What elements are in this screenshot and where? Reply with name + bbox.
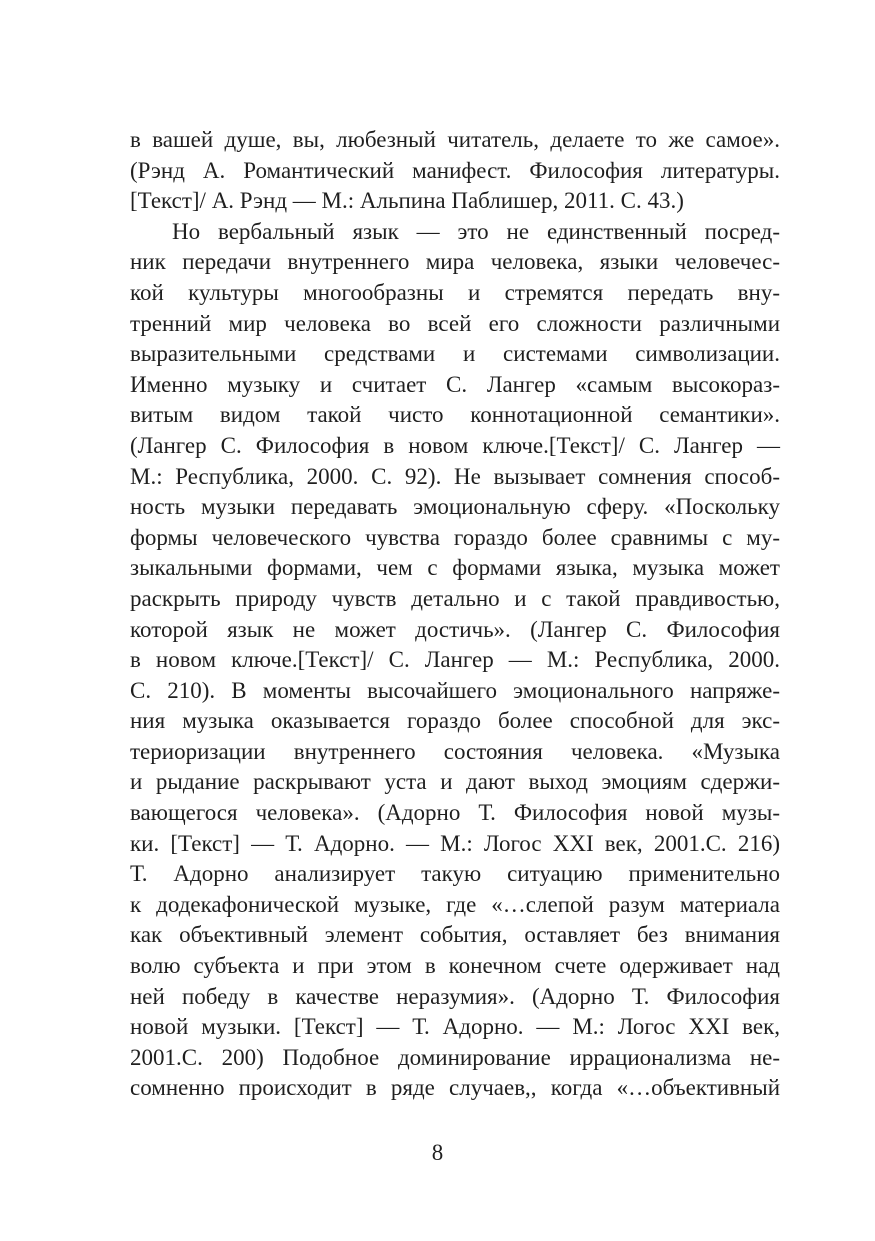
text-line: которой язык не может достичь». (Лангер С. Философия xyxy=(130,616,780,642)
body-text xyxy=(130,125,780,1104)
text-line: Именно музыку и считает С. Лангер «самым высокораз- xyxy=(130,371,780,397)
text-line: [Текст]/ А. Рэнд — М.: Альпина Паблишер, 2011. С. 43.) xyxy=(130,188,684,214)
text-line: 2001.С. 200) Подобное доминирование иррационализма не- xyxy=(130,1044,780,1070)
text-line: кой культуры многообразны и стремятся передать вну- xyxy=(130,279,780,305)
text-line: к додекафонической музыке, где «…слепой разум материала xyxy=(130,891,780,917)
text-line: новой музыки. [Текст] — Т. Адорно. — М.: Логос XXI век, xyxy=(130,1014,780,1040)
text-line: (Лангер С. Философия в новом ключе.[Текст]/ С. Лангер — xyxy=(130,432,780,458)
text-line: (Рэнд А. Романтический манифест. Философия литературы. xyxy=(130,157,780,183)
text-line: раскрыть природу чувств детально и с такой правдивостью, xyxy=(130,585,780,611)
text-line: ность музыки передавать эмоциональную сферу. «Поскольку xyxy=(130,494,780,520)
text-line: тренний мир человека во всей его сложности различными xyxy=(130,310,780,336)
text-line: волю субъекта и при этом в конечном счете одерживает над xyxy=(130,953,780,979)
text-line: витым видом такой чисто коннотационной семантики». xyxy=(130,402,780,428)
page-number: 8 xyxy=(431,1140,444,1165)
text-line: в новом ключе.[Текст]/ С. Лангер — М.: Республика, 2000. xyxy=(130,647,780,673)
text-line: зыкальными формами, чем с формами языка, музыка может xyxy=(130,555,780,581)
text-line: Т. Адорно анализирует такую ситуацию применительно xyxy=(130,861,780,887)
text-line: ней победу в качестве неразумия». (Адорно Т. Философия xyxy=(130,983,780,1009)
text-line: С. 210). В моменты высочайшего эмоционального напряже- xyxy=(130,677,780,703)
text-line: вающегося человека». (Адорно Т. Философия новой музы- xyxy=(130,800,780,826)
text-line: в вашей душе, вы, любезный читатель, делаете то же самое». xyxy=(130,127,780,152)
text-line: ник передачи внутреннего мира человека, языки человечес- xyxy=(130,249,780,275)
text-line: формы человеческого чувства гораздо более сравнимы с му- xyxy=(130,524,780,550)
text-line: М.: Республика, 2000. С. 92). Не вызывает сомнения способ- xyxy=(130,463,780,489)
text-line: как объективный элемент события, оставляет без внимания xyxy=(130,922,780,948)
text-line: и рыдание раскрывают уста и дают выход эмоциям сдержи- xyxy=(130,769,780,795)
text-line: выразительными средствами и системами символизации. xyxy=(130,341,780,367)
text-line: ки. [Текст] — Т. Адорно. — М.: Логос XXI век, 2001.С. 216) xyxy=(130,830,780,856)
text-line: териоризации внутреннего состояния человека. «Музыка xyxy=(130,738,780,764)
text-line: ния музыка оказывается гораздо более способной для экс- xyxy=(130,708,780,734)
paragraph-first-line: Но вербальный язык — это не единственный посред- xyxy=(172,218,780,244)
text-line: сомненно происходит в ряде случаев,, когда «…объективный xyxy=(130,1075,780,1101)
